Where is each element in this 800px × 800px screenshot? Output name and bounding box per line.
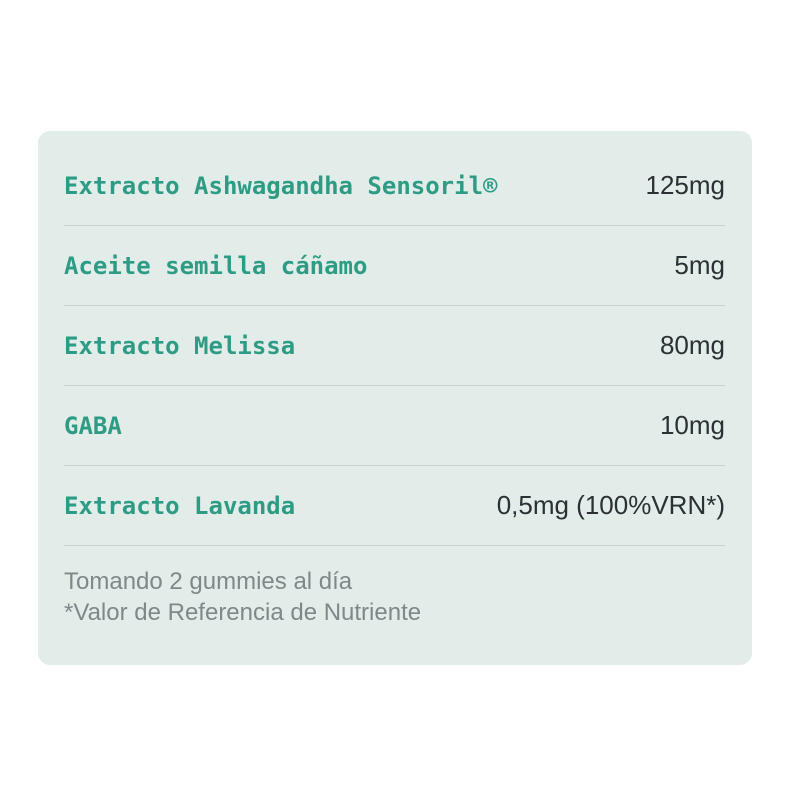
ingredient-name: Aceite semilla cáñamo xyxy=(64,251,368,280)
footnotes xyxy=(64,546,725,628)
ingredient-name: Extracto Ashwagandha Sensoril® xyxy=(64,171,498,200)
ingredient-amount: 125mg xyxy=(645,170,725,200)
footnote-dosage: Tomando 2 gummies al día xyxy=(64,568,353,595)
footnote-vrn-definition: *Valor de Referencia de Nutriente xyxy=(64,599,422,626)
ingredient-row xyxy=(64,386,725,466)
ingredient-row xyxy=(64,466,725,546)
ingredient-row xyxy=(64,146,725,226)
ingredient-name: Extracto Lavanda xyxy=(64,491,296,520)
ingredient-row xyxy=(64,226,725,306)
ingredient-amount: 10mg xyxy=(659,410,725,440)
ingredient-amount: 5mg xyxy=(674,250,725,280)
ingredient-row xyxy=(64,306,725,386)
supplement-facts-card xyxy=(38,131,752,665)
ingredient-name: GABA xyxy=(64,411,122,440)
ingredient-amount: 0,5mg (100%VRN*) xyxy=(496,490,725,520)
ingredient-name: Extracto Melissa xyxy=(64,331,296,360)
ingredient-amount: 80mg xyxy=(659,330,725,360)
